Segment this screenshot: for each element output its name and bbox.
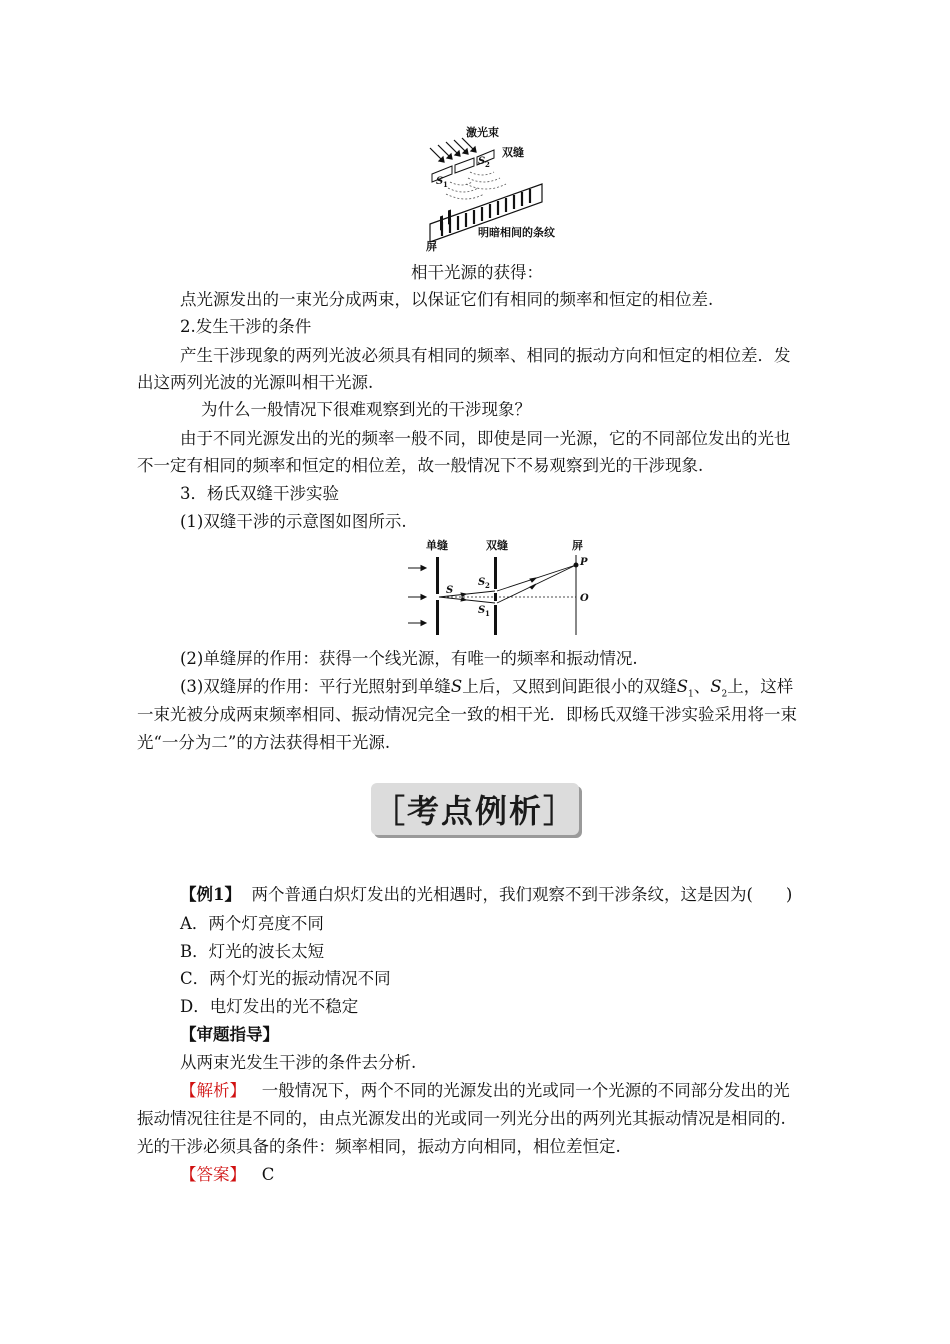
double-slit-label: 双缝 <box>502 146 524 159</box>
s1-subscript: 1 <box>443 180 448 189</box>
symbol-s: S <box>450 677 463 696</box>
section3-item2: (2)单缝屏的作用：获得一个线光源，有唯一的频率和振动情况. <box>180 649 638 668</box>
source-s-label: S <box>446 585 454 596</box>
s2-label: S <box>478 156 486 167</box>
double-slit-laser-figure <box>422 122 582 252</box>
screen-label-2: 屏 <box>572 539 583 552</box>
analysis-line3: 光的干涉必须具备的条件：频率相同，振动方向相同，相位差恒定. <box>137 1137 621 1156</box>
answer-value: C <box>261 1165 275 1184</box>
wavefronts <box>446 172 506 199</box>
answer-tag: 【答案】 <box>180 1165 246 1184</box>
symbol-s2: S <box>710 677 722 696</box>
symbol-s1: S <box>676 677 688 696</box>
incident-arrows <box>408 566 426 626</box>
section3-item3-line2: 一束光被分成两束频率相同、振动情况完全一致的相干光．即杨氏双缝干涉实验采用将一束 <box>137 705 797 724</box>
s1-label: S <box>436 176 444 187</box>
option-c: C．两个灯光的振动情况不同 <box>180 969 391 988</box>
section2-answer-line1: 由于不同光源发出的光的频率一般不同，即使是同一光源，它的不同部位发出的光也 <box>180 429 791 448</box>
guide-text: 从两束光发生干涉的条件去分析. <box>180 1053 417 1072</box>
s2-subscript: 2 <box>485 160 490 169</box>
option-d: D．电灯发出的光不稳定 <box>180 997 359 1016</box>
single-slit-barrier <box>436 557 439 635</box>
double-slit-barrier <box>494 557 497 635</box>
analysis-line1: 【解析】 一般情况下，两个不同的光源发出的光或同一个光源的不同部分发出的光 <box>180 1081 790 1100</box>
answer-line <box>180 1164 274 1186</box>
double-slit-label-2: 双缝 <box>486 539 508 552</box>
fringes-label: 明暗相间的条纹 <box>478 226 555 239</box>
section2-question: 为什么一般情况下很难观察到光的干涉现象？ <box>201 400 531 419</box>
single-slit-label: 单缝 <box>426 539 448 552</box>
analysis-line2: 振动情况往往是不同的，由点光源发出的光或同一列光分出的两列光其振动情况是相同的. <box>137 1109 786 1128</box>
point-p <box>574 563 579 568</box>
section2-heading: 2.发生干涉的条件 <box>180 317 312 336</box>
exam-points-banner: ［考点例析］ <box>371 783 579 835</box>
option-a: A．两个灯亮度不同 <box>180 914 324 933</box>
analysis-tag: 【解析】 <box>180 1081 246 1100</box>
point-p-label: P <box>580 557 588 568</box>
section1-paragraph: 点光源发出的一束光分成两束，以保证它们有相同的频率和恒定的相位差. <box>180 290 714 309</box>
s2-label-2: S <box>478 577 486 588</box>
young-double-slit-figure <box>406 537 596 637</box>
example-question: 【例1】 两个普通白炽灯发出的光相遇时，我们观察不到干涉条纹，这是因为( ) <box>180 885 793 904</box>
option-b: B．灯光的波长太短 <box>180 942 325 961</box>
section3-item3-line1: (3)双缝屏的作用：平行光照射到单缝S上后，又照到间距很小的双缝$S_1$、$S_2$上，这样 <box>180 677 794 700</box>
section2-answer-line2: 不一定有相同的频率和恒定的相位差，故一般情况下不易观察到光的干涉现象. <box>137 456 704 475</box>
section3-item1: (1)双缝干涉的示意图如图所示. <box>180 512 407 531</box>
example-tag: 【例1】 <box>180 885 241 904</box>
s2-subscript-2: 2 <box>485 581 490 590</box>
guide-tag: 【审题指导】 <box>180 1025 279 1044</box>
s1-subscript-2: 1 <box>485 609 490 618</box>
laser-beam-label: 激光束 <box>466 126 499 139</box>
point-o-label: O <box>580 593 589 604</box>
screen-label: 屏 <box>426 240 437 252</box>
laser-arrows <box>430 138 476 162</box>
figure1-caption: 相干光源的获得： <box>411 263 543 282</box>
section3-item3-line3: 光“一分为二”的方法获得相干光源. <box>137 733 391 752</box>
section2-paragraph-line2: 出这两列光波的光源叫相干光源. <box>137 373 374 392</box>
section2-paragraph-line1: 产生干涉现象的两列光波必须具有相同的频率、相同的振动方向和恒定的相位差．发 <box>180 346 791 365</box>
section3-heading: 3．杨氏双缝干涉实验 <box>180 484 339 503</box>
s1-label-2: S <box>478 605 486 616</box>
